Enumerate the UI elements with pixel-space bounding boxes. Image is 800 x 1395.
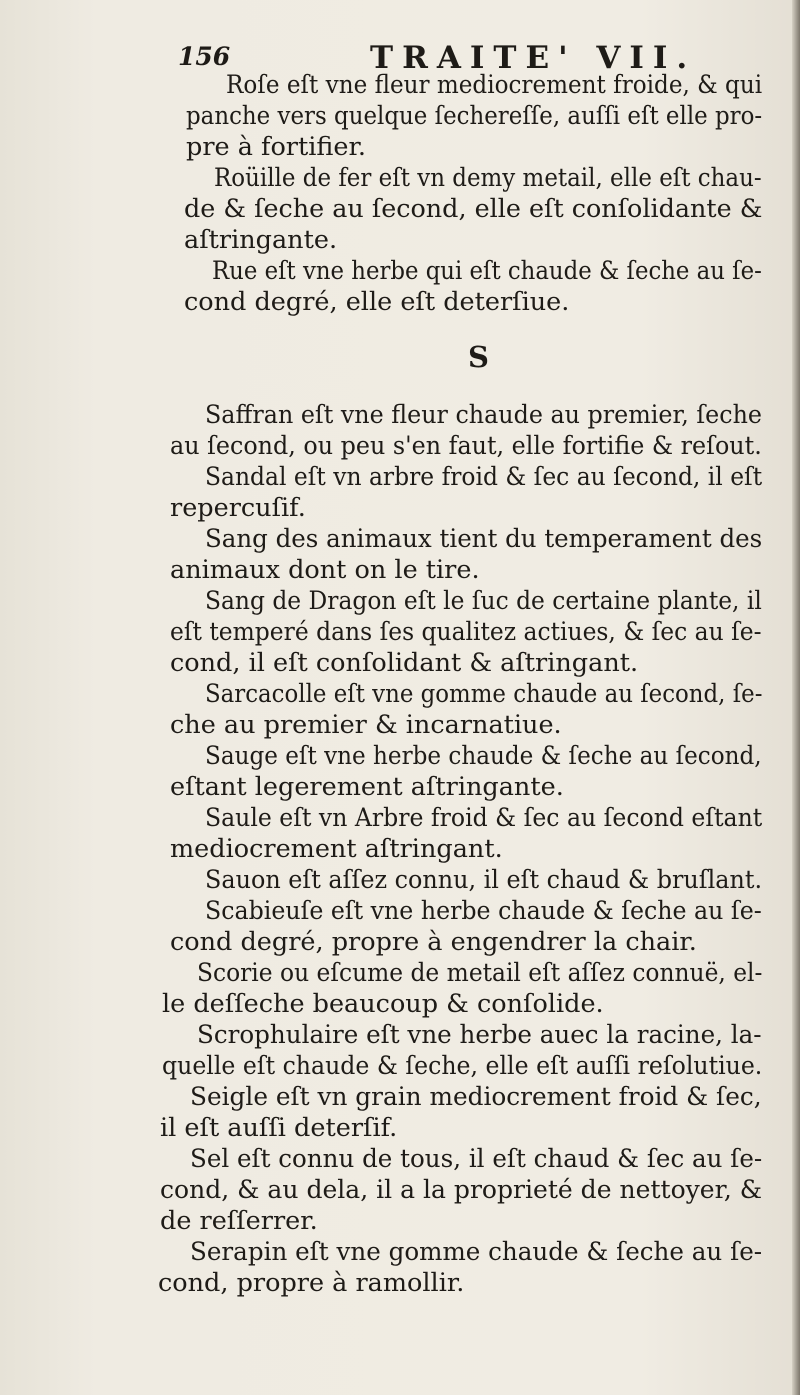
text-line: cond degré, propre à engendrer la chair. bbox=[170, 927, 697, 957]
text-line: Roüille de fer eſt vn demy metail, elle eſt chau- bbox=[214, 163, 762, 193]
text-line: Seigle eſt vn grain mediocrement froid & ſec, bbox=[190, 1082, 762, 1112]
text-line: Sang de Dragon eſt le ſuc de certaine plante, il bbox=[205, 586, 762, 616]
text-line: il eſt auſſi deterſif. bbox=[160, 1113, 398, 1143]
text-line: Scabieuſe eſt vne herbe chaude & ſeche au ſe- bbox=[205, 896, 762, 926]
section-letter: S bbox=[468, 340, 489, 374]
text-line: Sel eſt connu de tous, il eſt chaud & ſec au ſe- bbox=[190, 1144, 763, 1174]
text-line: cond degré, elle eſt deterſiue. bbox=[184, 287, 570, 317]
text-line: mediocrement aſtringant. bbox=[170, 834, 503, 864]
text-line: Sang des animaux tient du temperament des bbox=[205, 524, 763, 554]
text-line: Saffran eſt vne fleur chaude au premier, ſeche bbox=[205, 400, 762, 430]
text-line: Sauge eſt vne herbe chaude & ſeche au ſecond, bbox=[205, 741, 762, 771]
text-line: de & ſeche au ſecond, elle eſt conſolidante & bbox=[184, 194, 763, 224]
text-line: Sarcacolle eſt vne gomme chaude au ſecond, ſe- bbox=[205, 679, 763, 709]
text-line: de reſſerrer. bbox=[160, 1206, 318, 1236]
running-title: TRAITE' VII. bbox=[370, 40, 697, 76]
text-line: quelle eſt chaude & ſeche, elle eſt auſſi reſolutiue. bbox=[162, 1051, 763, 1081]
text-line: Saule eſt vn Arbre froid & ſec au ſecond eſtant bbox=[205, 803, 763, 833]
text-line: le deſſeche beaucoup & conſolide. bbox=[162, 989, 604, 1019]
text-line: Serapin eſt vne gomme chaude & ſeche au ſe- bbox=[190, 1237, 763, 1267]
text-line: Scrophulaire eſt vne herbe auec la racine, la- bbox=[197, 1020, 762, 1050]
text-line: Sandal eſt vn arbre froid & ſec au ſecond, il eſt bbox=[205, 462, 763, 492]
text-line: aſtringante. bbox=[184, 225, 338, 255]
text-line: eſt temperé dans ſes qualitez actiues, & ſec au ſe- bbox=[170, 617, 762, 647]
text-line: animaux dont on le tire. bbox=[170, 555, 480, 585]
text-line: cond, propre à ramollir. bbox=[158, 1268, 465, 1298]
text-line: Scorie ou eſcume de metail eſt aſſez connuë, el- bbox=[197, 958, 763, 988]
text-line: cond, & au dela, il a la proprieté de nettoyer, & bbox=[160, 1175, 763, 1205]
text-line: che au premier & incarnatiue. bbox=[170, 710, 562, 740]
text-line: repercuſif. bbox=[170, 493, 306, 523]
text-line: eſtant legerement aſtringante. bbox=[170, 772, 564, 802]
text-line: pre à fortifier. bbox=[186, 132, 366, 162]
text-line: au ſecond, ou peu s'en faut, elle fortifie & reſout. bbox=[170, 431, 762, 461]
page-spine-edge bbox=[792, 0, 800, 1395]
text-line: Roſe eſt vne fleur mediocrement froide, & qui bbox=[226, 70, 763, 100]
page-number: 156 bbox=[178, 42, 231, 71]
text-line: panche vers quelque ſechereſſe, auſſi eſt elle pro- bbox=[186, 101, 763, 131]
text-line: Sauon eſt aſſez connu, il eſt chaud & bruſlant. bbox=[205, 865, 763, 895]
text-line: Rue eſt vne herbe qui eſt chaude & ſeche au ſe- bbox=[212, 256, 762, 286]
text-line: cond, il eſt conſolidant & aſtringant. bbox=[170, 648, 639, 678]
